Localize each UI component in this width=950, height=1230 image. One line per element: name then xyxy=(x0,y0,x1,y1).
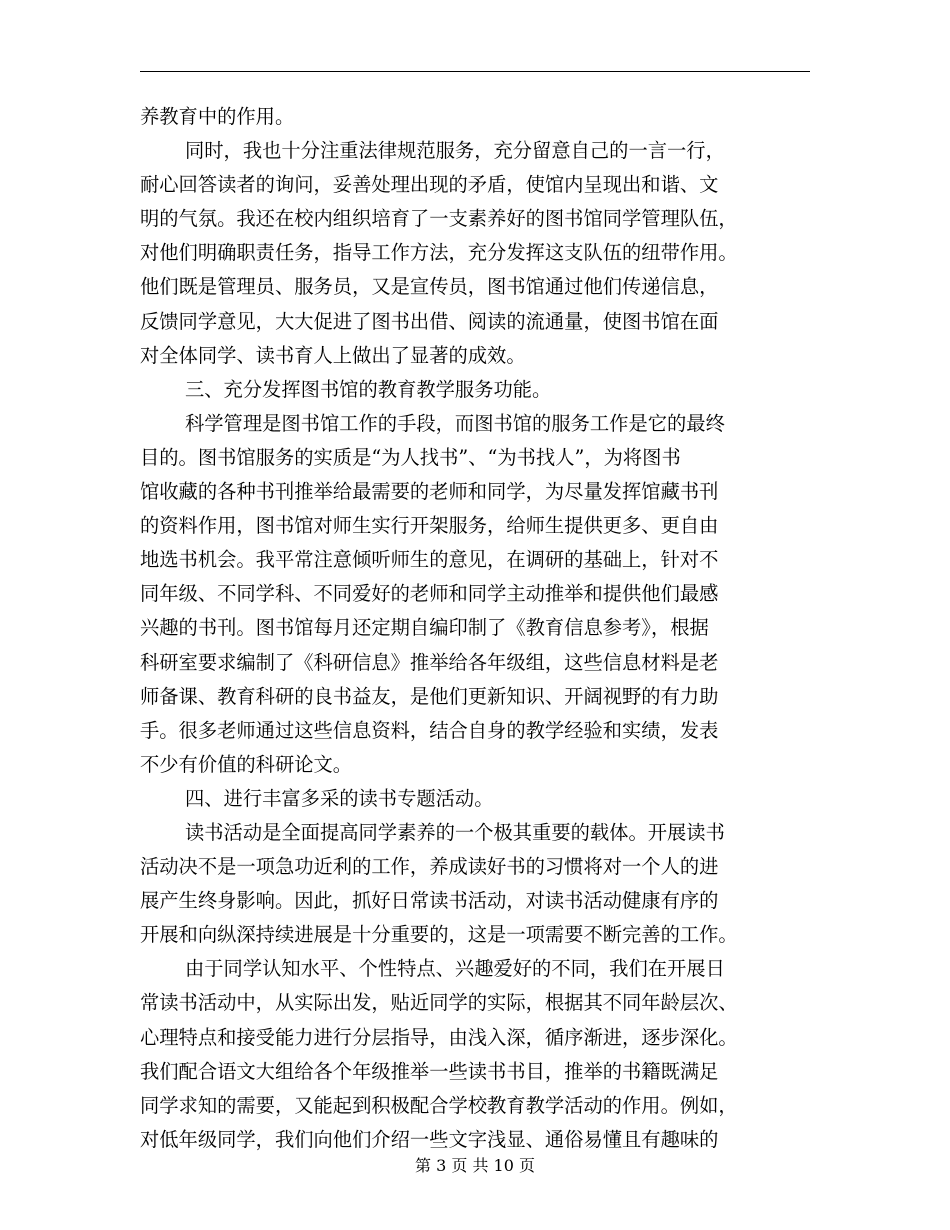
text-line: 地选书机会。我平常注意倾听师生的意见，在调研的基础上，针对不 xyxy=(140,548,719,572)
text-line: 他们既是管理员、服务员，又是宣传员，图书馆通过他们传递信息， xyxy=(140,275,719,299)
text-line: 展产生终身影响。因此，抓好日常读书活动，对读书活动健康有序的 xyxy=(140,889,719,913)
page-footer: 第 3 页 共 10 页 xyxy=(415,1156,535,1175)
text-line: 师备课、教育科研的良书益友，是他们更新知识、开阔视野的有力助 xyxy=(140,684,719,708)
text-line: 手。很多老师通过这些信息资料，结合自身的教学经验和实绩，发表 xyxy=(140,718,719,742)
text-line: 同年级、不同学科、不同爱好的老师和同学主动推举和提供他们最感 xyxy=(140,582,719,606)
text-line: 科学管理是图书馆工作的手段，而图书馆的服务工作是它的最终 xyxy=(185,411,725,435)
text-line: 读书活动是全面提高同学素养的一个极其重要的载体。开展读书 xyxy=(185,820,725,844)
text-line: 兴趣的书刊。图书馆每月还定期自编印制了《教育信息参考》，根据 xyxy=(140,616,709,640)
text-line: 对全体同学、读书育人上做出了显著的成效。 xyxy=(140,343,526,367)
text-line: 对他们明确职责任务，指导工作方法，充分发挥这支队伍的纽带作用。 xyxy=(140,241,738,265)
text-line: 四、进行丰富多采的读书专题活动。 xyxy=(185,786,494,810)
text-line: 同时，我也十分注重法律规范服务，充分留意自己的一言一行， xyxy=(185,139,725,163)
text-line: 同学求知的需要，又能起到积极配合学校教育教学活动的作用。例如， xyxy=(140,1093,738,1117)
text-line: 常读书活动中，从实际出发，贴近同学的实际，根据其不同年龄层次、 xyxy=(140,991,738,1015)
text-line: 三、充分发挥图书馆的教育教学服务功能。 xyxy=(185,377,552,401)
body-text xyxy=(140,100,816,1157)
text-line: 养教育中的作用。 xyxy=(140,105,295,128)
text-line: 馆收藏的各种书刊推举给最需要的老师和同学，为尽量发挥馆藏书刊 xyxy=(140,480,719,504)
text-line: 科研室要求编制了《科研信息》推举给各年级组，这些信息材料是老 xyxy=(140,650,719,674)
text-line: 明的气氛。我还在校内组织培育了一支素养好的图书馆同学管理队伍， xyxy=(140,207,738,231)
text-line: 的资料作用，图书馆对师生实行开架服务，给师生提供更多、更自由 xyxy=(140,514,719,538)
text-line: 开展和向纵深持续进展是十分重要的，这是一项需要不断完善的工作。 xyxy=(140,923,738,947)
text-line: 反馈同学意见，大大促进了图书出借、阅读的流通量，使图书馆在面 xyxy=(140,309,719,333)
text-line: 不少有价值的科研论文。 xyxy=(140,752,353,776)
text-line: 活动决不是一项急功近利的工作，养成读好书的习惯将对一个人的进 xyxy=(140,855,719,879)
text-line: 对低年级同学，我们向他们介绍一些文字浅显、通俗易懂且有趣味的 xyxy=(140,1127,719,1151)
text-line: 由于同学认知水平、个性特点、兴趣爱好的不同，我们在开展日 xyxy=(185,957,725,981)
text-line: 心理特点和接受能力进行分层指导，由浅入深，循序渐进，逐步深化。 xyxy=(140,1025,738,1049)
text-line: 目的。图书馆服务的实质是“为人找书”、“为书找人”，为将图书 xyxy=(140,445,681,469)
header-rule xyxy=(140,71,810,72)
text-line: 我们配合语文大组给各个年级推举一些读书书目，推举的书籍既满足 xyxy=(140,1059,719,1083)
text-line: 耐心回答读者的询问，妥善处理出现的矛盾，使馆内呈现出和谐、文 xyxy=(140,173,719,197)
